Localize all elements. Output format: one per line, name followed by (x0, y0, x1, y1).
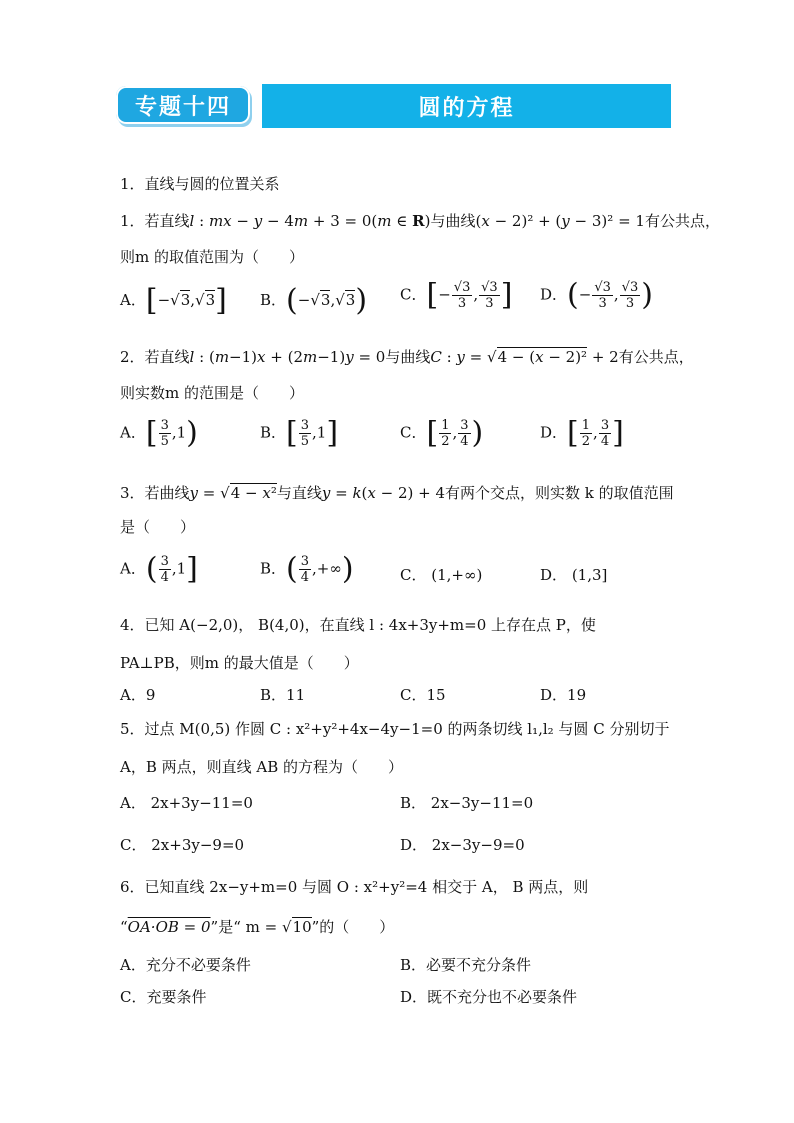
question-5-option-a[interactable]: A． 2x+3y−11=0 (120, 794, 253, 812)
question-5-stem: 5．过点 M(0,5) 作圆 C : x²+y²+4x−4y−1=0 的两条切线 l₁,l₂ 与圆 C 分别切于 (120, 720, 670, 738)
question-6-stem-2: “OA·OB = 0”是“ m = √10”的（ ） (120, 918, 395, 936)
question-4-option-d[interactable]: D．19 (540, 686, 587, 704)
question-3-option-d[interactable]: D． (1,3] (540, 566, 608, 584)
question-3-stem: 3．若曲线y = √4 − x²与直线y = k(x − 2) + 4有两个交点，则实数 k 的取值范围 (120, 484, 674, 502)
question-3-option-a[interactable]: A．( $\frac{3}{4}$ ,1] (120, 551, 198, 587)
question-4-stem: 4．已知 A(−2,0)， B(4,0)，在直线 l : 4x+3y+m=0 上存在点 P，使 (120, 616, 596, 634)
question-1-stem: 1．若直线l : mx − y − 4m + 3 = 0(m ∈ R)与曲线(x − 2)² + (y − 3)² = 1有公共点， (120, 212, 720, 230)
question-6-option-d[interactable]: D．既不充分也不必要条件 (400, 988, 578, 1006)
question-5-stem-2: A，B 两点，则直线 AB 的方程为（ ） (120, 758, 404, 776)
question-1-stem-2: 则m 的取值范围为（ ） (120, 248, 304, 266)
section-heading: 1．直线与圆的位置关系 (120, 175, 280, 193)
question-6-option-c[interactable]: C．充要条件 (120, 988, 207, 1006)
page-header (116, 84, 671, 130)
question-3-option-b[interactable]: B．( $\frac{3}{4}$ ,+∞) (260, 551, 354, 587)
question-2-option-a[interactable]: A．[ $\frac{3}{5}$ ,1) (120, 415, 198, 451)
question-5-option-c[interactable]: C． 2x+3y−9=0 (120, 836, 245, 854)
question-6-option-a[interactable]: A．充分不必要条件 (120, 956, 251, 974)
question-3-stem-2: 是（ ） (120, 518, 196, 536)
question-4-option-c[interactable]: C．15 (400, 686, 446, 704)
question-2-stem-2: 则实数m 的范围是（ ） (120, 384, 304, 402)
question-4-stem-2: PA⊥PB，则m 的最大值是（ ） (120, 654, 359, 672)
question-1-option-a[interactable]: A．[−√3,√3] (120, 283, 227, 318)
question-2-stem: 2．若直线l : (m−1)x + (2m−1)y = 0与曲线C : y = √4 − (x − 2)² + 2有公共点， (120, 348, 694, 366)
question-2-option-c[interactable]: C．[ $\frac{1}{2}$ , $\frac{3}{4}$ ) (400, 415, 484, 451)
question-5-option-d[interactable]: D． 2x−3y−9=0 (400, 836, 525, 854)
question-4-option-a[interactable]: A．9 (120, 686, 156, 704)
vector-dot-product: OA·OB = 0 (127, 918, 211, 936)
question-4-option-b[interactable]: B．11 (260, 686, 306, 704)
question-3-option-c[interactable]: C． (1,+∞) (400, 566, 483, 584)
question-2-option-d[interactable]: D．[ $\frac{1}{2}$ , $\frac{3}{4}$ ] (540, 415, 624, 451)
question-6-option-b[interactable]: B．必要不充分条件 (400, 956, 532, 974)
topic-title: 圆的方程 (262, 84, 671, 128)
question-1-option-d[interactable]: D．(− $\frac{√3}{3}$ , $\frac{√3}{3}$ ) (540, 277, 653, 313)
topic-badge: 专题十四 (116, 86, 250, 124)
question-2-option-b[interactable]: B．[ $\frac{3}{5}$ ,1] (260, 415, 339, 451)
question-6-stem: 6．已知直线 2x−y+m=0 与圆 O : x²+y²=4 相交于 A， B 两点，则 (120, 878, 589, 896)
question-1-option-c[interactable]: C．[− $\frac{√3}{3}$ , $\frac{√3}{3}$ ] (400, 277, 513, 313)
question-5-option-b[interactable]: B． 2x−3y−11=0 (400, 794, 534, 812)
question-1-option-b[interactable]: B．(−√3,√3) (260, 283, 368, 318)
